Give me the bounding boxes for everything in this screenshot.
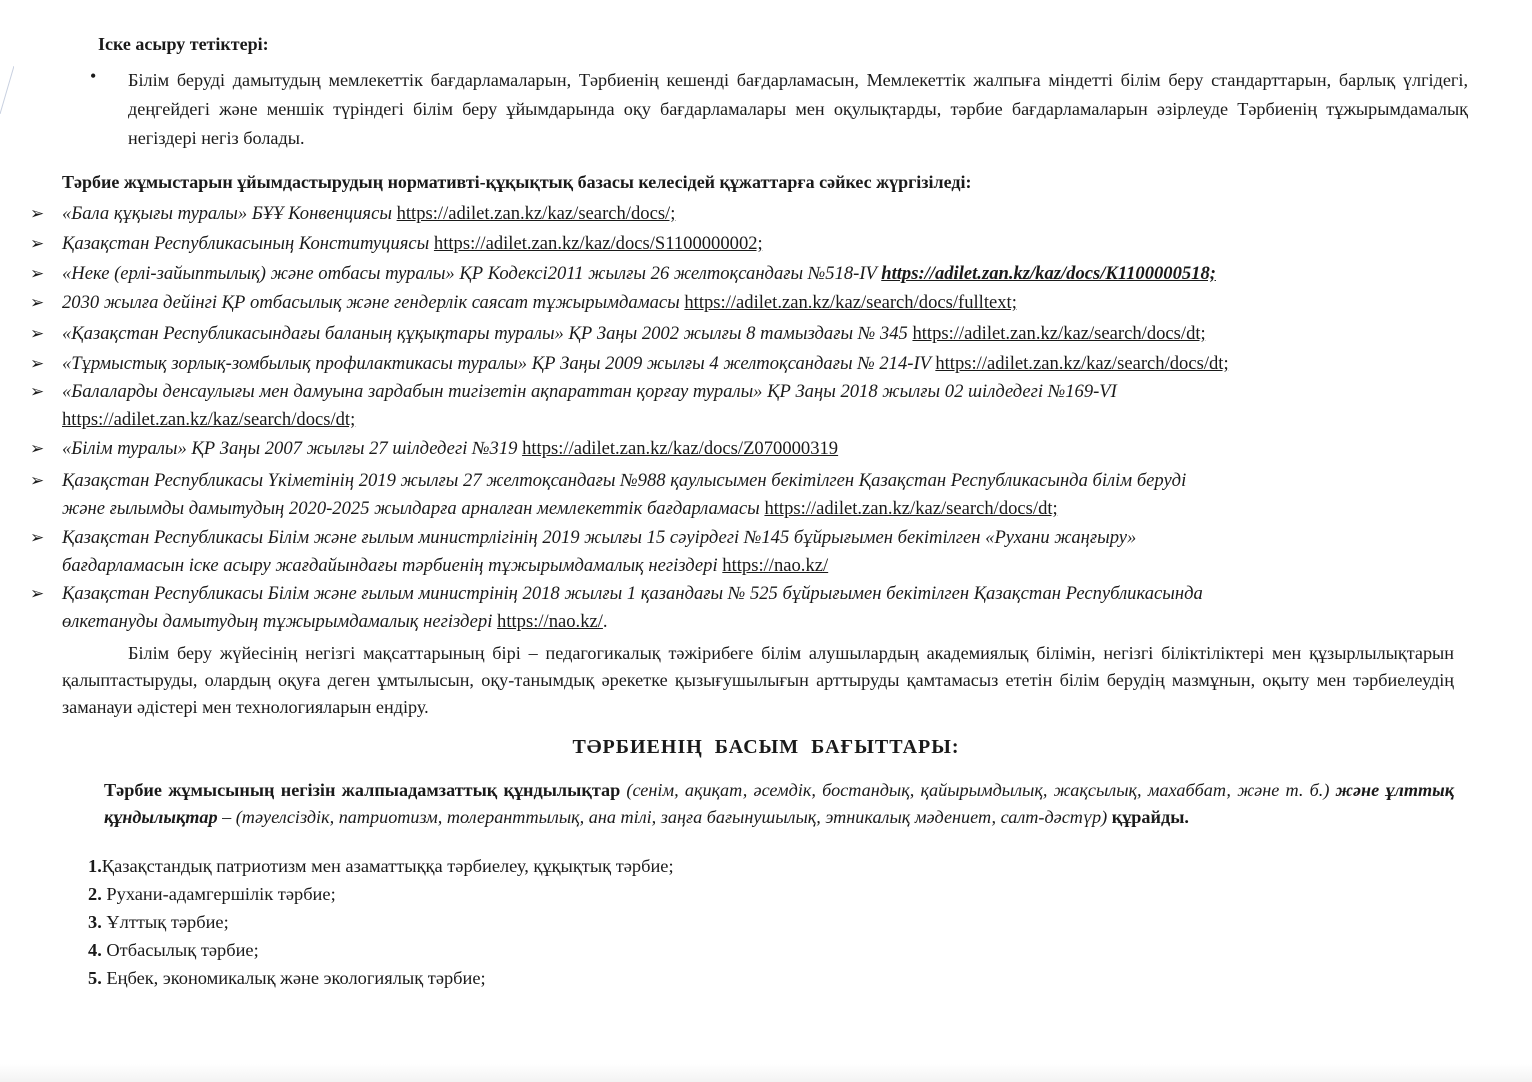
values-closing: құрайды.: [1111, 807, 1189, 827]
law-link[interactable]: https://adilet.zan.kz/kaz/search/docs/dt;: [764, 498, 1058, 519]
mechanisms-title: Іске асыру тетіктері:: [98, 34, 269, 54]
direction-text: Еңбек, экономикалық және экологиялық тәрбие;: [101, 968, 486, 988]
law-text: Қазақстан Республикасы Үкіметінің 2019 жылғы 27 желтоқсандағы №988 қаулысымен бекітілген Қазақстан Республикасында білім беруді: [62, 470, 1187, 491]
arrow-bullet-icon: ➢: [30, 264, 45, 283]
law-link[interactable]: https://adilet.zan.kz/kaz/search/docs/dt;: [935, 353, 1229, 374]
direction-item: [88, 968, 486, 989]
arrow-bullet-icon: ➢: [30, 234, 45, 253]
goal-paragraph: Білім беру жүйесінің негізгі мақсаттарының бірі – педагогикалық тәжірибеге білім алушылардың академиялық білімін, негізгі біліктіліктері мен құзырлылықтарын қалыптастыруды, олардың оқуға деген ұмтылысын, оқу-танымдық әрекетке қызығушылығын арттыруды қамтамасыз ететін білім берудің мазмұнын, оқыту мен тәрбиелеудің заманауи әдістері мен технологияларын ендіру.: [62, 643, 1454, 717]
direction-text: Ұлттық тәрбие;: [101, 912, 229, 932]
law-text: «Тұрмыстық зорлық-зомбылық профилактикасы туралы» ҚР Заңы 2009 жылғы 4 желтоқсандағы № 214-IV: [62, 353, 936, 374]
arrow-bullet-icon: ➢: [30, 528, 45, 547]
law-link[interactable]: https://adilet.zan.kz/kaz/docs/K1100000518;: [881, 263, 1216, 284]
law-link[interactable]: https://adilet.zan.kz/kaz/search/docs/;: [396, 203, 676, 224]
scan-edge: [0, 1064, 1532, 1082]
values-bold: Тәрбие жұмысының негізін жалпыадамзаттық құндылықтар: [104, 780, 621, 800]
law-text: «Білім туралы» ҚР Заңы 2007 жылғы 27 шілдедегі №319: [62, 438, 523, 459]
law-link[interactable]: https://nao.kz/: [722, 555, 829, 576]
law-link[interactable]: https://adilet.zan.kz/kaz/search/docs/dt;: [912, 323, 1206, 344]
priority-title: ТӘРБИЕНІҢ БАСЫМ БАҒЫТТАРЫ:: [572, 736, 960, 758]
law-text-continued: және ғылымды дамытудың 2020-2025 жылдарға арналған мемлекеттік бағдарламасы: [62, 498, 765, 519]
values-universal: (сенім, ақиқат, әсемдік, бостандық, қайырымдылық, жақсылық, махаббат, және т. б.): [620, 780, 1336, 800]
law-text: «Балаларды денсаулығы мен дамуына зардабын тигізетін ақпараттан қорғау туралы» ҚР Заңы 2018 жылғы 02 шілдедегі №169-VI: [62, 381, 1117, 402]
law-tail: .: [602, 611, 608, 632]
law-text: Қазақстан Республикасының Конституциясы: [62, 233, 434, 254]
direction-number: 2.: [88, 884, 102, 904]
law-link[interactable]: https://adilet.zan.kz/kaz/docs/S1100000002;: [433, 233, 763, 254]
law-link[interactable]: https://adilet.zan.kz/kaz/docs/Z070000319: [522, 438, 839, 459]
arrow-bullet-icon: ➢: [30, 439, 45, 458]
direction-number: 4.: [88, 940, 102, 960]
arrow-bullet-icon: ➢: [30, 382, 45, 401]
values-paragraph: [104, 777, 1454, 831]
bullet: •: [90, 66, 97, 86]
arrow-bullet-icon: ➢: [30, 354, 45, 373]
direction-number: 1.: [88, 856, 102, 876]
law-text: Қазақстан Республикасы Білім және ғылым министрлігінің 2019 жылғы 15 сәуірдегі №145 бұйрығымен бекітілген «Рухани жаңғыру»: [62, 527, 1137, 548]
arrow-bullet-icon: ➢: [30, 471, 45, 490]
law-text: «Қазақстан Республикасындағы баланың құқықтары туралы» ҚР Заңы 2002 жылғы 8 тамыздағы № 345: [62, 323, 913, 344]
law-link[interactable]: https://adilet.zan.kz/kaz/search/docs/dt;: [62, 409, 356, 430]
law-text: Қазақстан Республикасы Білім және ғылым министрінің 2018 жылғы 1 қазандағы № 525 бұйрығымен бекітілген Қазақстан Республикасында: [62, 583, 1203, 604]
direction-text: Рухани-адамгершілік тәрбие;: [101, 884, 336, 904]
direction-text: Қазақстандық патриотизм мен азаматтыққа тәрбиелеу, құқықтық тәрбие;: [101, 856, 674, 876]
arrow-bullet-icon: ➢: [30, 584, 45, 603]
values-national: – (тәуелсіздік, патриотизм, толеранттылық, ана тілі, заңға бағынушылық, этникалық мәдениет, салт-дәстүр): [217, 807, 1112, 827]
mechanisms-text: Білім беруді дамытудың мемлекеттік бағдарламаларын, Тәрбиенің кешенді бағдарламасын, Мемлекеттік жалпыға міндетті білім беру стандарттарын, барлық үлгідегі, деңгейдегі және меншік түріндегі білім беру ұйымдарында оқу бағдарламалары мен оқулықтарды, тәрбие бағдарламаларын әзірлеуде Тәрбиенің тұжырымдамалық негіздері негіз болады.: [128, 70, 1468, 148]
law-link[interactable]: https://nao.kz/: [497, 611, 603, 632]
arrow-bullet-icon: ➢: [30, 204, 45, 223]
law-text: «Бала құқығы туралы» БҰҰ Конвенциясы: [62, 203, 397, 224]
legal-base-title: Тәрбие жұмыстарын ұйымдастырудың нормативті-құқықтық базасы келесідей құжаттарға сәйкес жүргізіледі:: [62, 172, 972, 192]
law-text-continued: өлкетануды дамытудың тұжырымдамалық негіздері: [62, 611, 498, 632]
values-national-heading: және ұлттық құндылықтар: [104, 780, 1455, 827]
law-text: 2030 жылға дейінгі ҚР отбасылық және гендерлік саясат тұжырымдамасы: [62, 292, 685, 313]
direction-item: [88, 912, 229, 933]
direction-item: [88, 884, 336, 905]
arrow-bullet-icon: ➢: [30, 324, 45, 343]
direction-text: Отбасылық тәрбие;: [101, 940, 259, 960]
law-text: «Неке (ерлі-зайыптылық) және отбасы туралы» ҚР Кодексі2011 жылғы 26 желтоқсандағы №518-IV: [62, 263, 882, 284]
scan-mark: [0, 66, 14, 114]
direction-number: 3.: [88, 912, 102, 932]
direction-item: [88, 940, 259, 961]
direction-item: [88, 856, 674, 877]
law-link[interactable]: https://adilet.zan.kz/kaz/search/docs/fulltext;: [684, 292, 1017, 313]
arrow-bullet-icon: ➢: [30, 293, 45, 312]
law-text-continued: бағдарламасын іске асыру жағдайындағы тәрбиенің тұжырымдамалық негіздері: [62, 555, 723, 576]
direction-number: 5.: [88, 968, 102, 988]
